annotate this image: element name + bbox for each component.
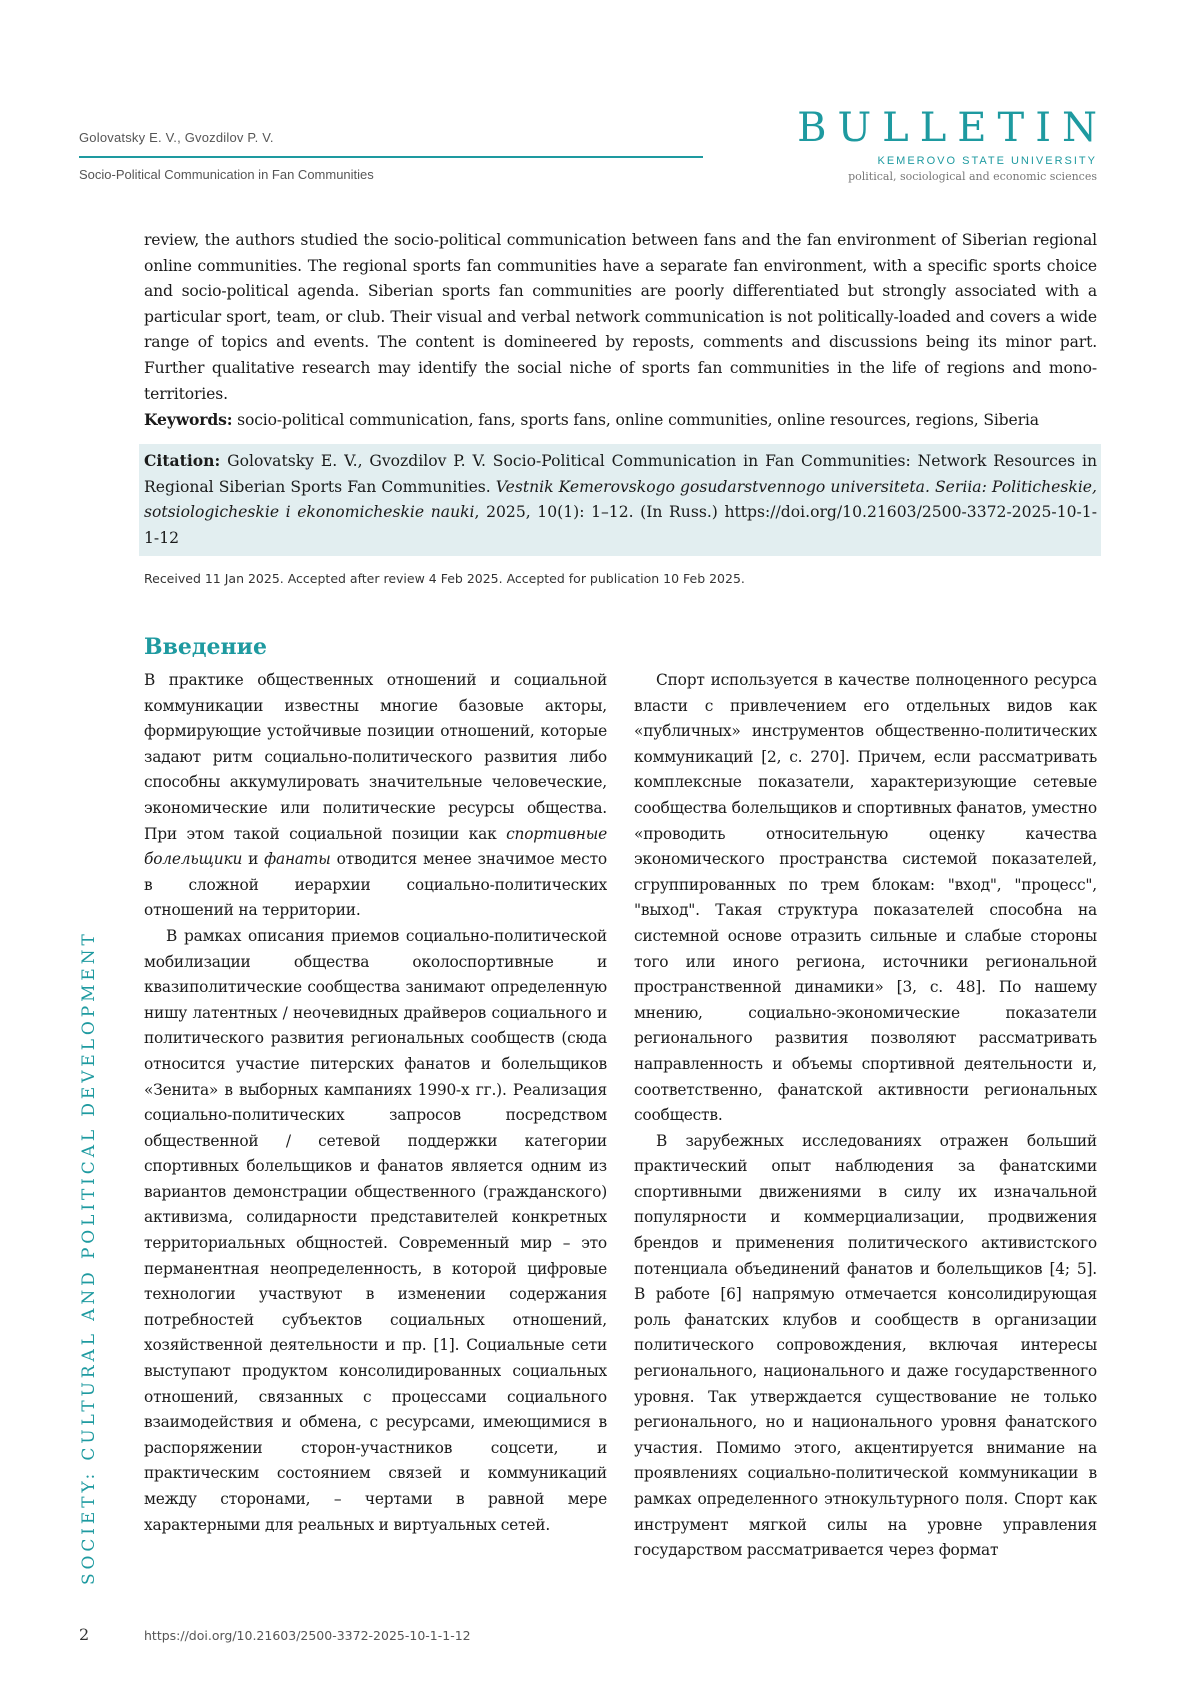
footer-doi-link[interactable]: https://doi.org/10.21603/2500-3372-2025-10-1-1-12 bbox=[144, 1628, 471, 1643]
header-rule bbox=[79, 156, 703, 158]
keywords-line bbox=[144, 407, 1097, 434]
citation-journal: Vestnik Kemerovskogo gosudarstvennogo universiteta. Seriia: Politicheskie, sotsiologicheskie i ekonomicheskie nauki bbox=[144, 477, 1097, 522]
right-column bbox=[634, 668, 1097, 1564]
citation-text-a: Golovatsky E. V., Gvozdilov P. V. Socio-Political Communication in Fan Communities: Network Resources in Regional Siberian Sports Fan Communities. bbox=[144, 452, 1097, 496]
right-paragraph-1: Спорт используется в качестве полноценного ресурса власти с привлечением его отдельных видов как «публичных» инструментов общественно-политических коммуникаций [2, с. 270]. Причем, если рассматривать комплексные показатели, характеризующие сетевые сообщества болельщиков и спортивных фанатов, уместно «проводить относительную оценку качества экономического пространства системой показателей, сгруппированных по трем блокам: "вход", "процесс", "выход". Такая структура показателей способна на системной основе отразить сильные и слабые стороны того или иного региона, источники региональной пространственной динамики» [3, с. 48]. По нашему мнению, социально-экономические показатели регионального развития позволяют рассматривать направленность и объемы спортивной деятельности и, соответственно, фанатской активности региональных сообществ. bbox=[634, 671, 1097, 1125]
brand-series: political, sociological and economic sciences bbox=[848, 170, 1097, 183]
abstract bbox=[144, 228, 1097, 434]
side-label-container bbox=[79, 905, 101, 1585]
right-paragraph-2: В зарубежных исследованиях отражен больший практический опыт наблюдения за фанатскими спортивными движениями в силу их изначальной популярности и коммерциализации, продвижения брендов и применения политического активистского потенциала объединений фанатов и болельщиков [4; 5]. В работе [6] напрямую отмечается консолидирующая роль фанатских клубов и сообществ в организации политического сопровождения, включая интересы регионального, национального и даже государственного уровня. Так утверждается существование не только регионального, но и национального уровня фанатского участия. Помимо этого, акцентируется внимание на проявлениях социально-политической коммуникации в рамках определенного этнокультурного поля. Спорт как инструмент мягкой силы на уровне управления государством рассматривается через формат bbox=[634, 1131, 1097, 1560]
keywords-label: Keywords: bbox=[144, 410, 233, 430]
left-paragraph-2: В рамках описания приемов социально-политической мобилизации общества околоспортивные и квазиполитические сообщества занимают определенную нишу латентных / неочевидных драйверов социального и политического развития региональных сообществ (сюда относится участие питерских фанатов и болельщиков «Зенита» в выборных кампаниях 1990-х гг.). Реализация социально-политических запросов посредством общественной / сетевой поддержки категории спортивных болельщиков и фанатов является одним из вариантов демонстрации общественного (гражданского) активизма, солидарности представителей конкретных территориальных общностей. Современный мир – это перманентная неопределенность, в которой цифровые технологии участвуют в изменении содержания потребностей субъектов социальных отношений, хозяйственной деятельности и пр. [1]. Социальные сети выступают продуктом консолидированных социальных отношений, связанных с процессами социального взаимодействия и обмена, с ресурсами, имеющимися в распоряжении сторон-участников соцсети, и практическим состоянием связей и коммуникаций между сторонами, – чертами в равной мере характерными для реальных и виртуальных сетей. bbox=[144, 926, 607, 1534]
emphasis-text: спортивные болельщики bbox=[144, 824, 607, 869]
citation-label: Citation: bbox=[144, 451, 221, 470]
left-paragraph-1 bbox=[144, 668, 607, 924]
text-run: и bbox=[242, 850, 265, 869]
text-run: отводится менее значимое место в сложной иерархии социально-политических отношений на территории. bbox=[144, 850, 607, 920]
text-run: В практике общественных отношений и социальной коммуникации известны многие базовые акторы, формирующие устойчивые позиции отношений, которые задают ритм социально-политического развития либо способны аккумулировать значительные человеческие, экономические или политические ресурсы общества. При этом такой социальной позиции как bbox=[144, 671, 607, 843]
header-article-title: Socio-Political Communication in Fan Communities bbox=[79, 167, 374, 182]
emphasis-text: фанаты bbox=[264, 850, 331, 869]
brand-university: KEMEROVO STATE UNIVERSITY bbox=[877, 155, 1097, 167]
received-dates: Received 11 Jan 2025. Accepted after review 4 Feb 2025. Accepted for publication 10 Feb 2025. bbox=[144, 571, 745, 586]
brand-logo: BULLETIN bbox=[797, 105, 1108, 151]
journal-brand bbox=[797, 105, 1108, 183]
abstract-text: review, the authors studied the socio-political communication between fans and the fan environment of Siberian regional online communities. The regional sports fan communities have a separate fan environment, with a specific sports choice and socio-political agenda. Siberian sports fan communities are poorly differentiated but strongly associated with a particular sport, team, or club. Their visual and verbal network communication is not politically-loaded and covers a wide range of topics and events. The content is domineered by reposts, comments and discussions being its minor part. Further qualitative research may identify the social niche of sports fan communities in the life of regions and mono-territories. bbox=[144, 231, 1097, 403]
keywords-text: socio-political communication, fans, sports fans, online communities, online resources, regions, Siberia bbox=[232, 411, 1039, 430]
citation-text-b[interactable]: , 2025, 10(1): 1–12. (In Russ.) https://doi.org/10.21603/2500-3372-2025-10-1-1-12 bbox=[144, 503, 1097, 547]
page-number: 2 bbox=[79, 1625, 90, 1644]
running-header bbox=[79, 130, 703, 182]
header-authors: Golovatsky E. V., Gvozdilov P. V. bbox=[79, 130, 274, 145]
left-column bbox=[144, 668, 607, 1538]
side-section-label: SOCIETY: CULTURAL AND POLITICAL DEVELOPMENT bbox=[79, 930, 99, 1585]
citation bbox=[144, 448, 1097, 551]
section-heading: Введение bbox=[144, 634, 267, 660]
